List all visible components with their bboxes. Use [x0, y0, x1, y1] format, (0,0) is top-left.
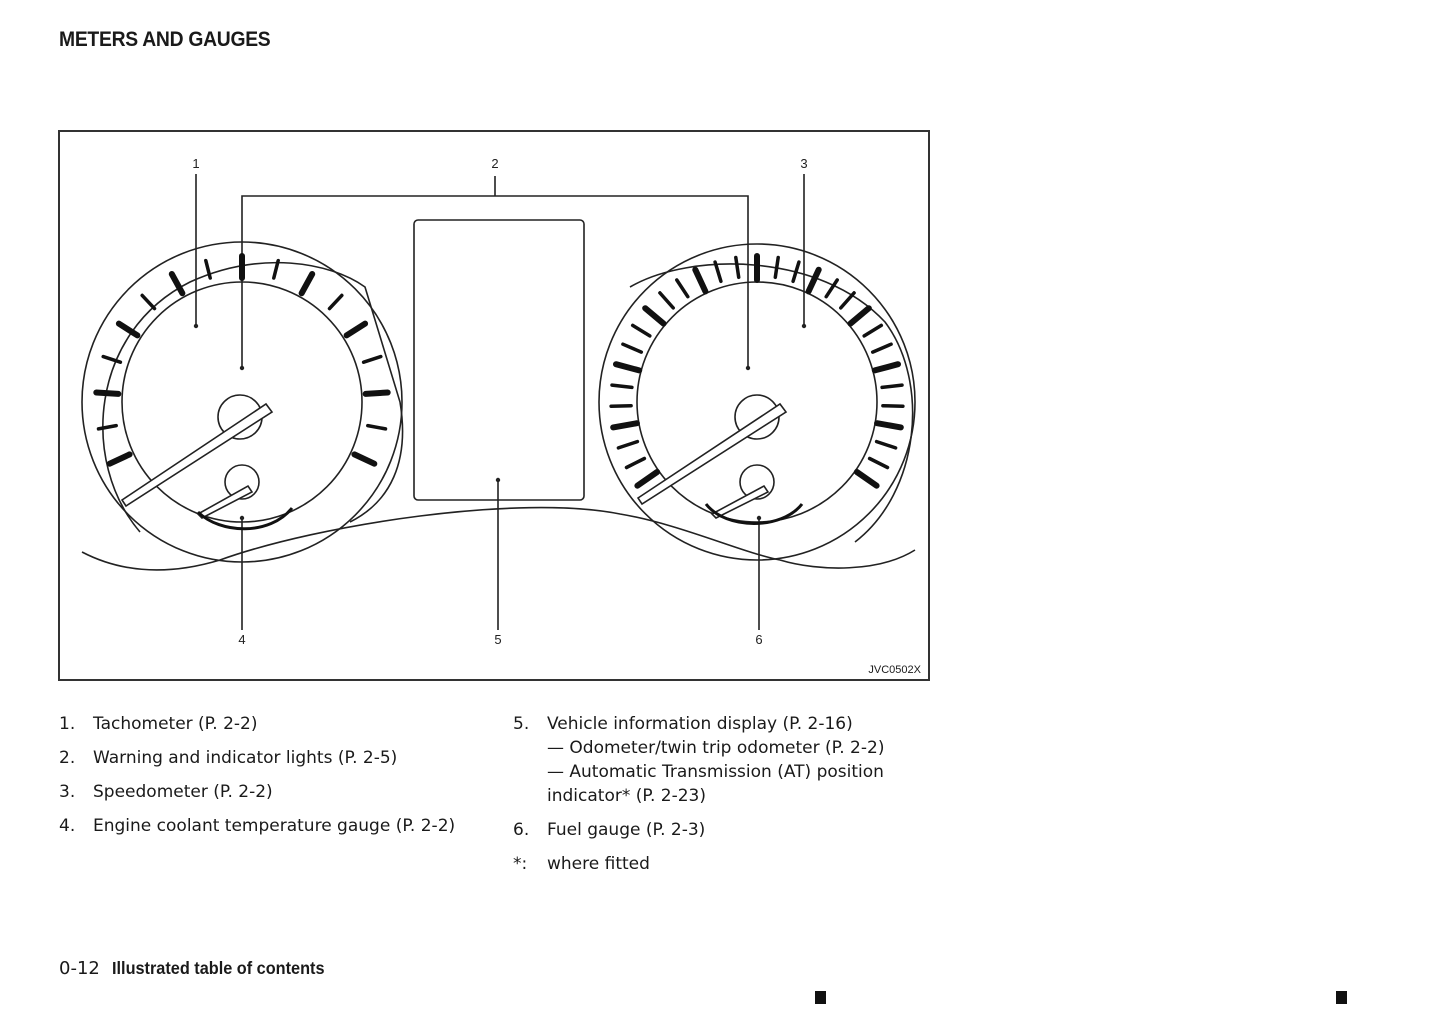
legend-item-text: Tachometer (P. 2-2) — [93, 714, 258, 734]
speedometer-tick — [660, 293, 673, 308]
legend-right-column — [513, 712, 923, 886]
speedometer-tick — [851, 308, 869, 323]
legend-item-number: 4. — [59, 816, 76, 836]
tachometer-tick — [172, 274, 183, 293]
tachometer-tick — [368, 426, 386, 429]
speedometer-tick — [841, 293, 854, 308]
vehicle-info-display — [414, 220, 584, 500]
legend-item-text-group — [547, 712, 923, 808]
legend-left-column — [59, 712, 499, 848]
instrument-cluster-figure — [58, 130, 930, 681]
callout-5-label: 5 — [494, 632, 502, 647]
speedometer-tick — [736, 258, 739, 278]
speedometer-tick — [864, 325, 881, 336]
legend-item — [59, 746, 499, 770]
fuel-gauge-needle — [712, 486, 768, 518]
instrument-cluster-illustration — [60, 132, 928, 679]
legend-item-text: Speedometer (P. 2-2) — [93, 782, 273, 802]
speedometer-tick — [877, 423, 901, 427]
speedometer-tick — [883, 406, 903, 407]
callout-2-label: 2 — [491, 156, 499, 171]
dash-lower-curve — [82, 552, 220, 570]
tachometer-tick — [96, 393, 118, 394]
legend-item-number: *: — [513, 854, 528, 874]
tachometer-tick — [330, 295, 342, 308]
legend-item-text: where fitted — [547, 854, 650, 874]
speedometer-tick — [677, 280, 688, 297]
tachometer-tick — [99, 426, 117, 429]
tachometer-tick — [142, 295, 154, 308]
legend-subitem: — Odometer/twin trip odometer (P. 2-2) — [547, 738, 885, 758]
legend-item-text: Fuel gauge (P. 2-3) — [547, 820, 706, 840]
page-footer — [59, 958, 340, 979]
tachometer-tick — [366, 393, 388, 394]
legend-item — [513, 712, 923, 808]
tachometer-tick — [354, 454, 374, 463]
speedometer-tick — [882, 385, 902, 387]
callout-2-bracket — [242, 176, 748, 368]
speedometer-tick — [877, 442, 896, 448]
dash-right-curve — [780, 550, 915, 568]
page-number: 0-12 — [59, 958, 100, 979]
legend-item-number: 6. — [513, 820, 530, 840]
callout-3-label: 3 — [800, 156, 808, 171]
legend-item — [59, 780, 499, 804]
speedometer-outer-ring — [599, 244, 915, 560]
legend-item-text: Warning and indicator lights (P. 2-5) — [93, 748, 398, 768]
speedometer-tick — [870, 459, 888, 468]
legend-item-number: 3. — [59, 782, 76, 802]
speedometer-tick — [612, 385, 632, 387]
print-marker — [815, 991, 826, 1004]
anchor-dot-4 — [240, 516, 244, 520]
speedometer-tick — [873, 344, 891, 352]
anchor-dot-2b — [746, 366, 750, 370]
tachometer-tick — [347, 324, 366, 336]
speedometer-tick — [637, 472, 657, 486]
speedometer-tick — [618, 442, 637, 448]
legend-item — [59, 712, 499, 736]
anchor-dot-3 — [802, 324, 806, 328]
legend-item-text: Vehicle information display (P. 2-16) — [547, 714, 853, 734]
speedometer-tick — [616, 364, 639, 370]
legend-item-number: 1. — [59, 714, 76, 734]
speedometer-tick — [857, 472, 877, 486]
callout-6-label: 6 — [755, 632, 763, 647]
legend-subitem: — Automatic Transmission (AT) position indicator* (P. 2-23) — [547, 762, 884, 806]
anchor-dot-1 — [194, 324, 198, 328]
anchor-dot-2a — [240, 366, 244, 370]
section-title: METERS AND GAUGES — [59, 28, 271, 51]
tachometer-tick — [119, 324, 137, 336]
legend-item-text: Engine coolant temperature gauge (P. 2-2) — [93, 816, 456, 836]
speedometer-tick — [611, 406, 631, 407]
speedometer-tick — [627, 459, 645, 468]
legend-item — [513, 852, 923, 876]
callout-4-label: 4 — [238, 632, 246, 647]
tachometer-tick — [110, 454, 130, 463]
speedometer-tick — [623, 344, 641, 352]
legend-item — [59, 814, 499, 838]
legend-item — [513, 818, 923, 842]
speedometer-tick — [775, 258, 778, 278]
anchor-dot-5 — [496, 478, 500, 482]
tachometer-tick — [302, 274, 313, 293]
speedometer-tick — [645, 308, 663, 323]
callout-1-label: 1 — [192, 156, 200, 171]
speedometer-tick — [875, 364, 898, 370]
speedometer-tick — [613, 423, 637, 427]
coolant-gauge-needle — [198, 486, 252, 518]
speedometer-tick — [809, 270, 819, 292]
print-marker — [1336, 991, 1347, 1004]
legend-item-number: 2. — [59, 748, 76, 768]
figure-code: JVC0502X — [868, 664, 921, 676]
speedometer-tick — [633, 325, 650, 336]
speedometer-tick — [695, 270, 705, 292]
tachometer-tick — [364, 357, 381, 363]
anchor-dot-6 — [757, 516, 761, 520]
chapter-title: Illustrated table of contents — [111, 958, 325, 978]
dash-center-curve — [220, 508, 780, 560]
legend-item-number: 5. — [513, 714, 530, 734]
speedometer-inner-ring — [637, 282, 877, 522]
